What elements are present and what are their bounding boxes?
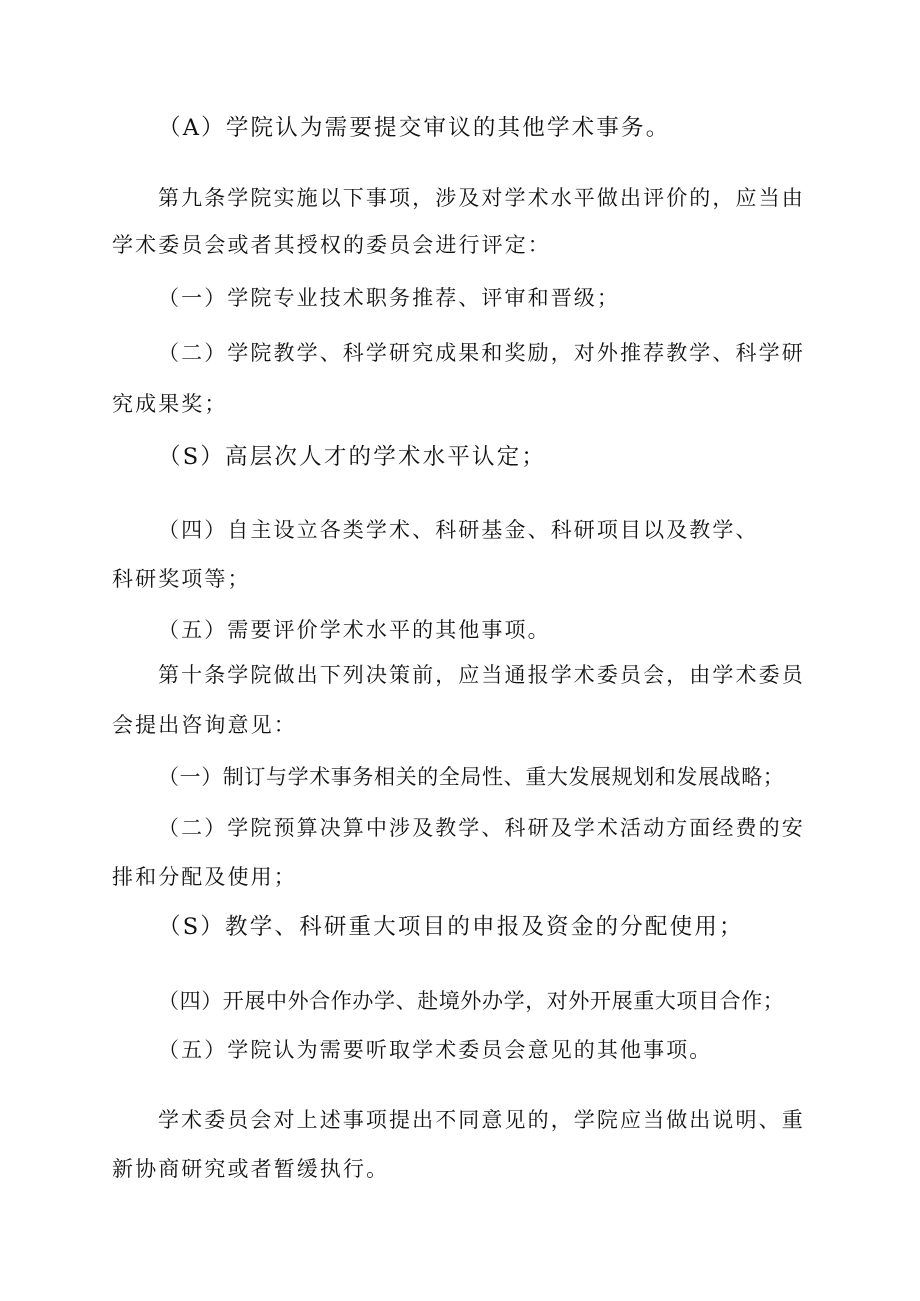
article-9-item-2-line-2: 究成果奖；: [112, 392, 228, 416]
article-9-item-5: （五）需要评价学术水平的其他事项。: [158, 618, 551, 642]
article-10-item-1: （一）制订与学术事务相关的全局性、重大发展规划和发展战略；: [158, 765, 785, 789]
article-9-item-4-line-1: （四）自主设立各类学术、科研基金、科研项目以及教学、: [158, 518, 759, 542]
article-10-item-4: （四）开展中外合作办学、赴境外办学，对外开展重大项目合作；: [158, 989, 785, 1013]
article-10-line-1: 第十条学院做出下列决策前，应当通报学术委员会，由学术委员: [158, 663, 805, 687]
article-9-item-3: （S）高层次人才的学术水平认定；: [158, 444, 547, 470]
article-9-item-1: （一）学院专业技术职务推荐、评审和晋级；: [158, 286, 620, 310]
article-10-item-2-line-1: （二）学院预算决算中涉及教学、科研及学术活动方面经费的安: [158, 816, 805, 840]
article-10-item-5: （五）学院认为需要听取学术委员会意见的其他事项。: [158, 1038, 713, 1062]
article-9-item-4-line-2: 科研奖项等；: [112, 567, 251, 591]
item-a-line: （A）学院认为需要提交审议的其他学术事务。: [158, 115, 671, 141]
article-10-item-2-line-2: 排和分配及使用；: [112, 865, 297, 889]
article-9-item-2-line-1: （二）学院教学、科学研究成果和奖励，对外推荐教学、科学研: [158, 341, 805, 365]
article-10-line-2: 会提出咨询意见：: [112, 713, 297, 737]
closing-paragraph-line-1: 学术委员会对上述事项提出不同意见的，学院应当做出说明、重: [158, 1108, 805, 1132]
closing-paragraph-line-2: 新协商研究或者暂缓执行。: [112, 1157, 390, 1181]
article-9-line-2: 学术委员会或者其授权的委员会进行评定：: [112, 233, 551, 257]
article-10-item-3: （S）教学、科研重大项目的申报及资金的分配使用；: [158, 914, 744, 940]
article-9-line-1: 第九条学院实施以下事项，涉及对学术水平做出评价的，应当由: [158, 186, 805, 210]
